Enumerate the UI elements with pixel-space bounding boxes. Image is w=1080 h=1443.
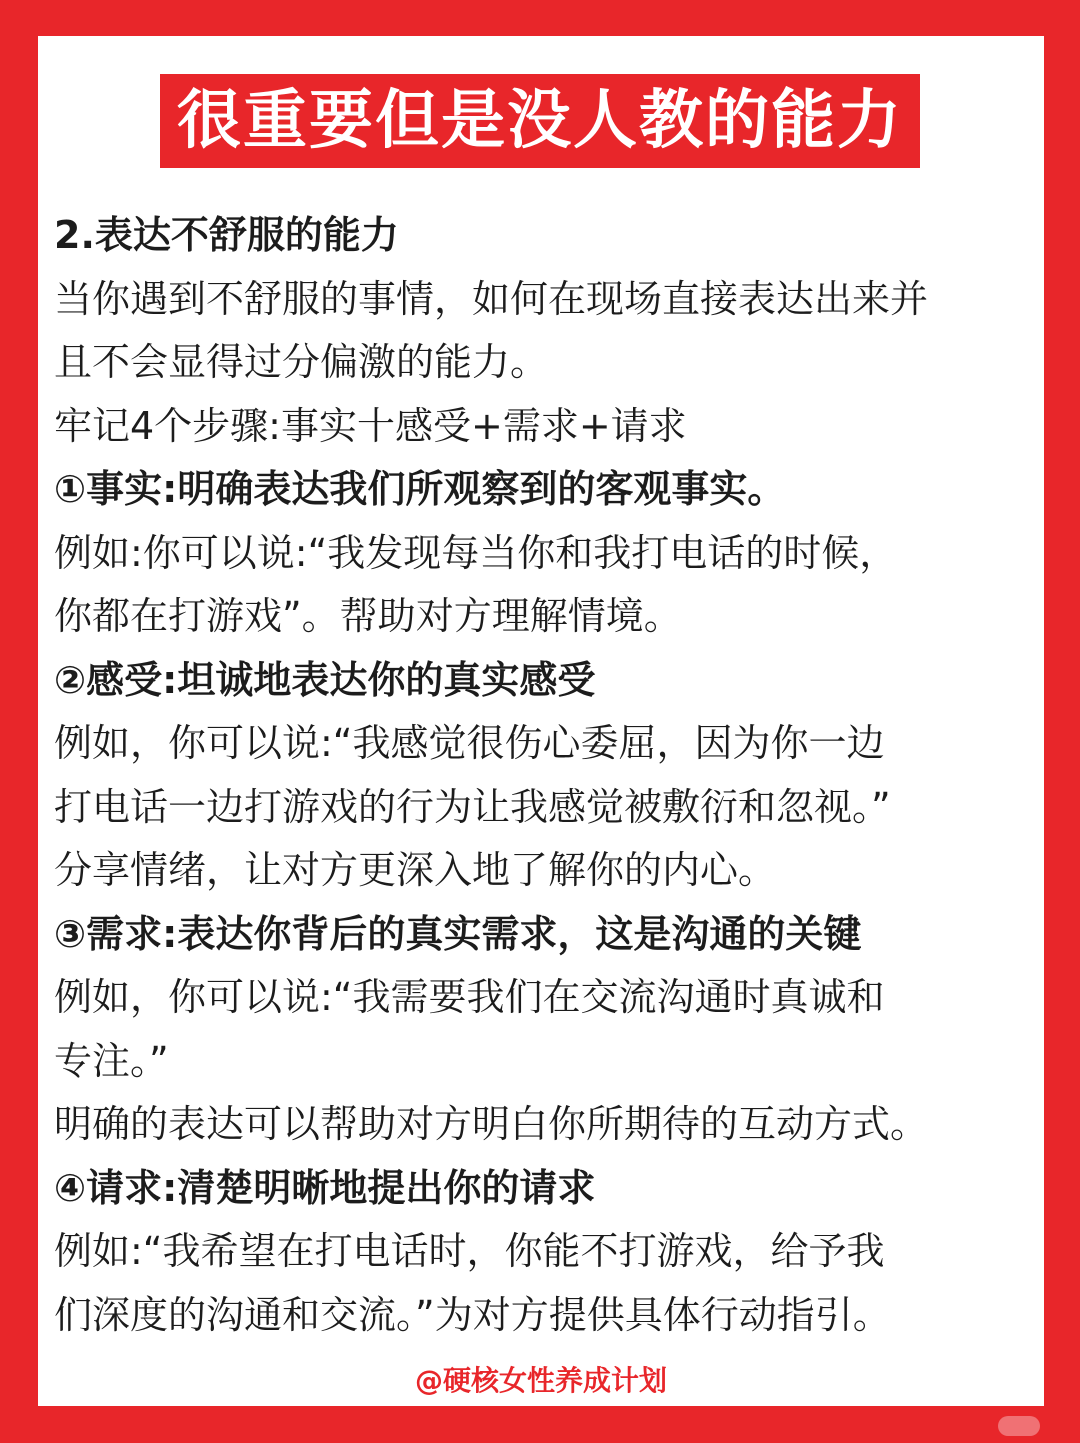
body-line: 例如:你可以说:“我发现每当你和我打电话的时候， — [54, 530, 898, 575]
article-body — [54, 204, 1034, 1347]
section-heading: 2.表达不舒服的能力 — [54, 213, 399, 257]
body-line: 例如，你可以说:“我感觉很伤心委屈，因为你一边 — [54, 721, 885, 765]
body-line: 当你遇到不舒服的事情，如何在现场直接表达出来并 — [54, 276, 929, 321]
body-line: 例如，你可以说:“我需要我们在交流沟通时真诚和 — [54, 975, 885, 1019]
body-line: 明确的表达可以帮助对方明白你所期待的互动方式。 — [54, 1102, 929, 1146]
body-line: 且不会显得过分偏激的能力。 — [54, 340, 549, 384]
body-line: 牢记4个步骤:事实十感受+需求+请求 — [54, 403, 687, 448]
body-line: 们深度的沟通和交流。”为对方提供具体行动指引。 — [54, 1292, 891, 1337]
body-line: 分享情绪，让对方更深入地了解你的内心。 — [54, 848, 777, 892]
section-heading: ③需求:表达你背后的真实需求，这是沟通的关键 — [54, 911, 862, 956]
body-line: 例如:“我希望在打电话时，你能不打游戏，给予我 — [54, 1229, 885, 1273]
title-banner — [160, 74, 920, 168]
section-heading: ①事实:明确表达我们所观察到的客观事实。 — [54, 467, 786, 511]
body-line: 打电话一边打游戏的行为让我感觉被敷衍和忽视。” — [54, 784, 891, 829]
body-line: 你都在打游戏”。帮助对方理解情境。 — [54, 594, 682, 638]
section-heading: ②感受:坦诚地表达你的真实感受 — [54, 657, 596, 702]
author-handle: @硬核女性养成计划 — [414, 1364, 667, 1397]
watermark-logo — [998, 1416, 1040, 1436]
body-line: 专注。” — [54, 1038, 169, 1083]
content-card — [38, 36, 1044, 1406]
section-heading: ④请求:清楚明晰地提出你的请求 — [54, 1165, 596, 1210]
page-title: 很重要但是没人教的能力 — [177, 84, 903, 158]
